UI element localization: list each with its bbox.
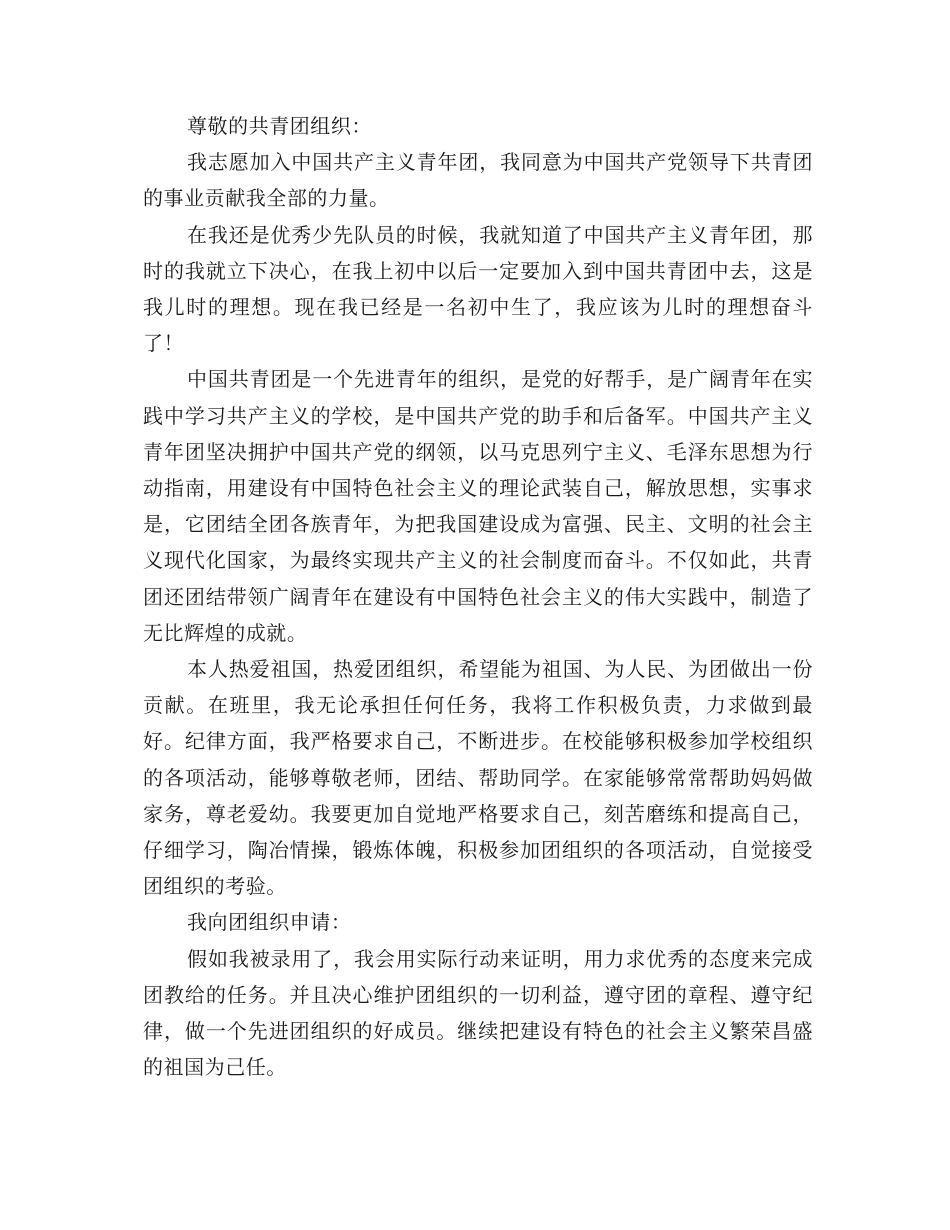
paragraph-intent: 我志愿加入中国共产主义青年团，我同意为中国共产党领导下共青团的事业贡献我全部的力量。 <box>143 150 813 211</box>
paragraph-league-intro: 中国共青团是一个先进青年的组织，是党的好帮手，是广阔青年在实践中学习共产主义的学校，是中国共产党的助手和后备军。中国共产主义青年团坚决拥护中国共产党的纲领，以马克思列宁主义、毛泽东思想为行动指南，用建设有中国特色社会主义的理论武装自己，解放思想，实事求是，它团结全团各族青年，为把我国建设成为富强、民主、文明的社会主义现代化国家，为最终实现共产主义的社会制度而奋斗。不仅如此，共青团还团结带领广阔青年在建设有中国特色社会主义的伟大实践中，制造了无比辉煌的成就。 <box>143 367 813 645</box>
paragraph-application-heading: 我向团组织申请： <box>187 910 352 935</box>
letter-body <box>143 108 813 1085</box>
paragraph-childhood: 在我还是优秀少先队员的时候，我就知道了中国共产主义青年团，那时的我就立下决心，在我上初中以后一定要加入到中国共青团中去，这是我儿时的理想。现在我已经是一名初中生了，我应该为儿时的理想奋斗了！ <box>143 222 813 356</box>
salutation: 尊敬的共青团组织： <box>187 114 372 138</box>
paragraph-self-assessment: 本人热爱祖国，热爱团组织，希望能为祖国、为人民、为团做出一份贡献。在班里，我无论承担任何任务，我将工作积极负责，力求做到最好。纪律方面，我严格要求自己，不断进步。在校能够积极参加学校组织的各项活动，能够尊敬老师，团结、帮助同学。在家能够常常帮助妈妈做家务，尊老爱幼。我要更加自觉地严格要求自己，刻苦磨练和提高自己，仔细学习，陶冶情操，锻炼体魄，积极参加团组织的各项活动，自觉接受团组织的考验。 <box>143 657 813 899</box>
paragraph-pledge: 假如我被录用了，我会用实际行动来证明，用力求优秀的态度来完成团教给的任务。并且决心维护团组织的一切利益，遵守团的章程、遵守纪律，做一个先进团组织的好成员。继续把建设有特色的社会主义繁荣昌盛的祖国为己任。 <box>143 946 813 1080</box>
